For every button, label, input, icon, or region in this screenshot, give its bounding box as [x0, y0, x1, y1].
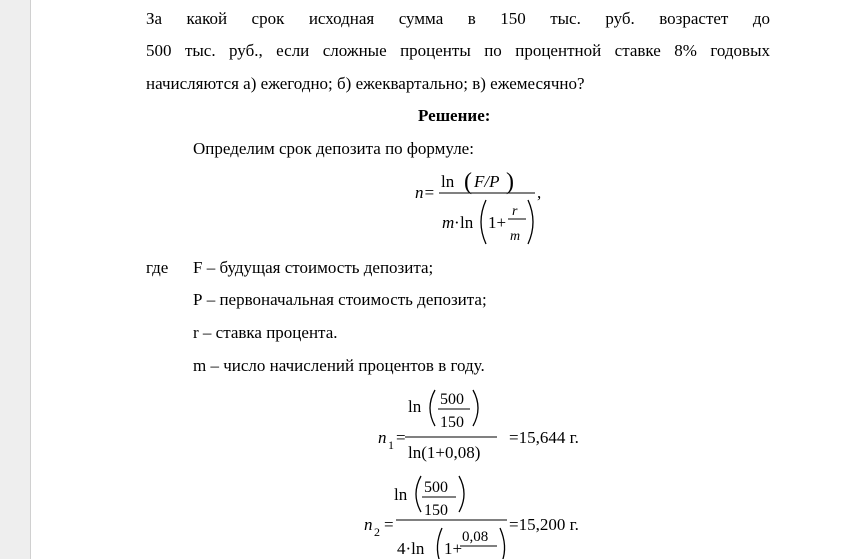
- calc1-result: =15,644 г.: [509, 428, 579, 447]
- calc1-den: ln(1+0,08): [408, 443, 481, 462]
- formula-num-rparen: ): [506, 169, 514, 195]
- formula-lhs: n=: [415, 183, 435, 202]
- intro-text: Определим срок депозита по формуле:: [193, 139, 474, 158]
- formula-num-ratio: F/P: [474, 172, 500, 191]
- calc2-eq: =: [384, 515, 394, 534]
- solution-heading: Решение:: [418, 106, 491, 125]
- problem-line-2: 500 тыс. руб., если сложные проценты по процентной ставке 8% годовых: [146, 41, 770, 60]
- calc1-eq: =: [396, 428, 406, 447]
- calc2-lhs: n: [364, 515, 373, 534]
- calc2-lparen: [416, 476, 421, 512]
- formula-num-lparen: (: [464, 169, 472, 195]
- calc2-den-one: 1+: [444, 539, 463, 558]
- formula-den-r: r: [512, 204, 518, 219]
- calc2-result: =15,200 г.: [509, 515, 579, 534]
- calc2-rparen: [459, 476, 464, 512]
- calc2-den-frac-top: 0,08: [462, 529, 489, 545]
- calc1-top: 500: [440, 391, 464, 408]
- formula-den-ln: ln: [460, 213, 474, 232]
- problem-line-3: начисляются а) ежегодно; б) ежеквартально; в) ежемесячно?: [146, 74, 585, 93]
- problem-line-1: За какой срок исходная сумма в 150 тыс. руб. возрастет до: [146, 9, 770, 28]
- formula-den-one: 1+: [488, 213, 507, 232]
- definition-m: m – число начислений процентов в году.: [193, 356, 485, 375]
- calc2-den-rparen: [500, 528, 505, 559]
- calc2-bottom: 150: [424, 502, 448, 519]
- definition-f: F – будущая стоимость депозита;: [193, 258, 434, 277]
- formula-comma: ,: [537, 183, 542, 202]
- calc2-top: 500: [424, 479, 448, 496]
- formula-den-m2: m: [510, 229, 521, 244]
- definition-r: r – ставка процента.: [193, 323, 338, 342]
- where-label: где: [146, 258, 169, 277]
- calc2-ln: ln: [394, 485, 408, 504]
- calc1-lhs: n: [378, 428, 387, 447]
- formula-den-m: m: [442, 213, 455, 232]
- calc1-sub: 1: [388, 438, 394, 452]
- calc2-sub: 2: [374, 525, 380, 539]
- calc1-bottom: 150: [440, 414, 464, 431]
- calc2-den-lparen: [437, 528, 442, 559]
- definition-p: Р – первоначальная стоимость депозита;: [193, 290, 487, 309]
- calc2-den-prefix: 4·ln: [397, 539, 425, 558]
- formula-den-dot: ·: [454, 213, 460, 232]
- calc1-ln: ln: [408, 397, 422, 416]
- formula-num-ln: ln: [441, 172, 455, 191]
